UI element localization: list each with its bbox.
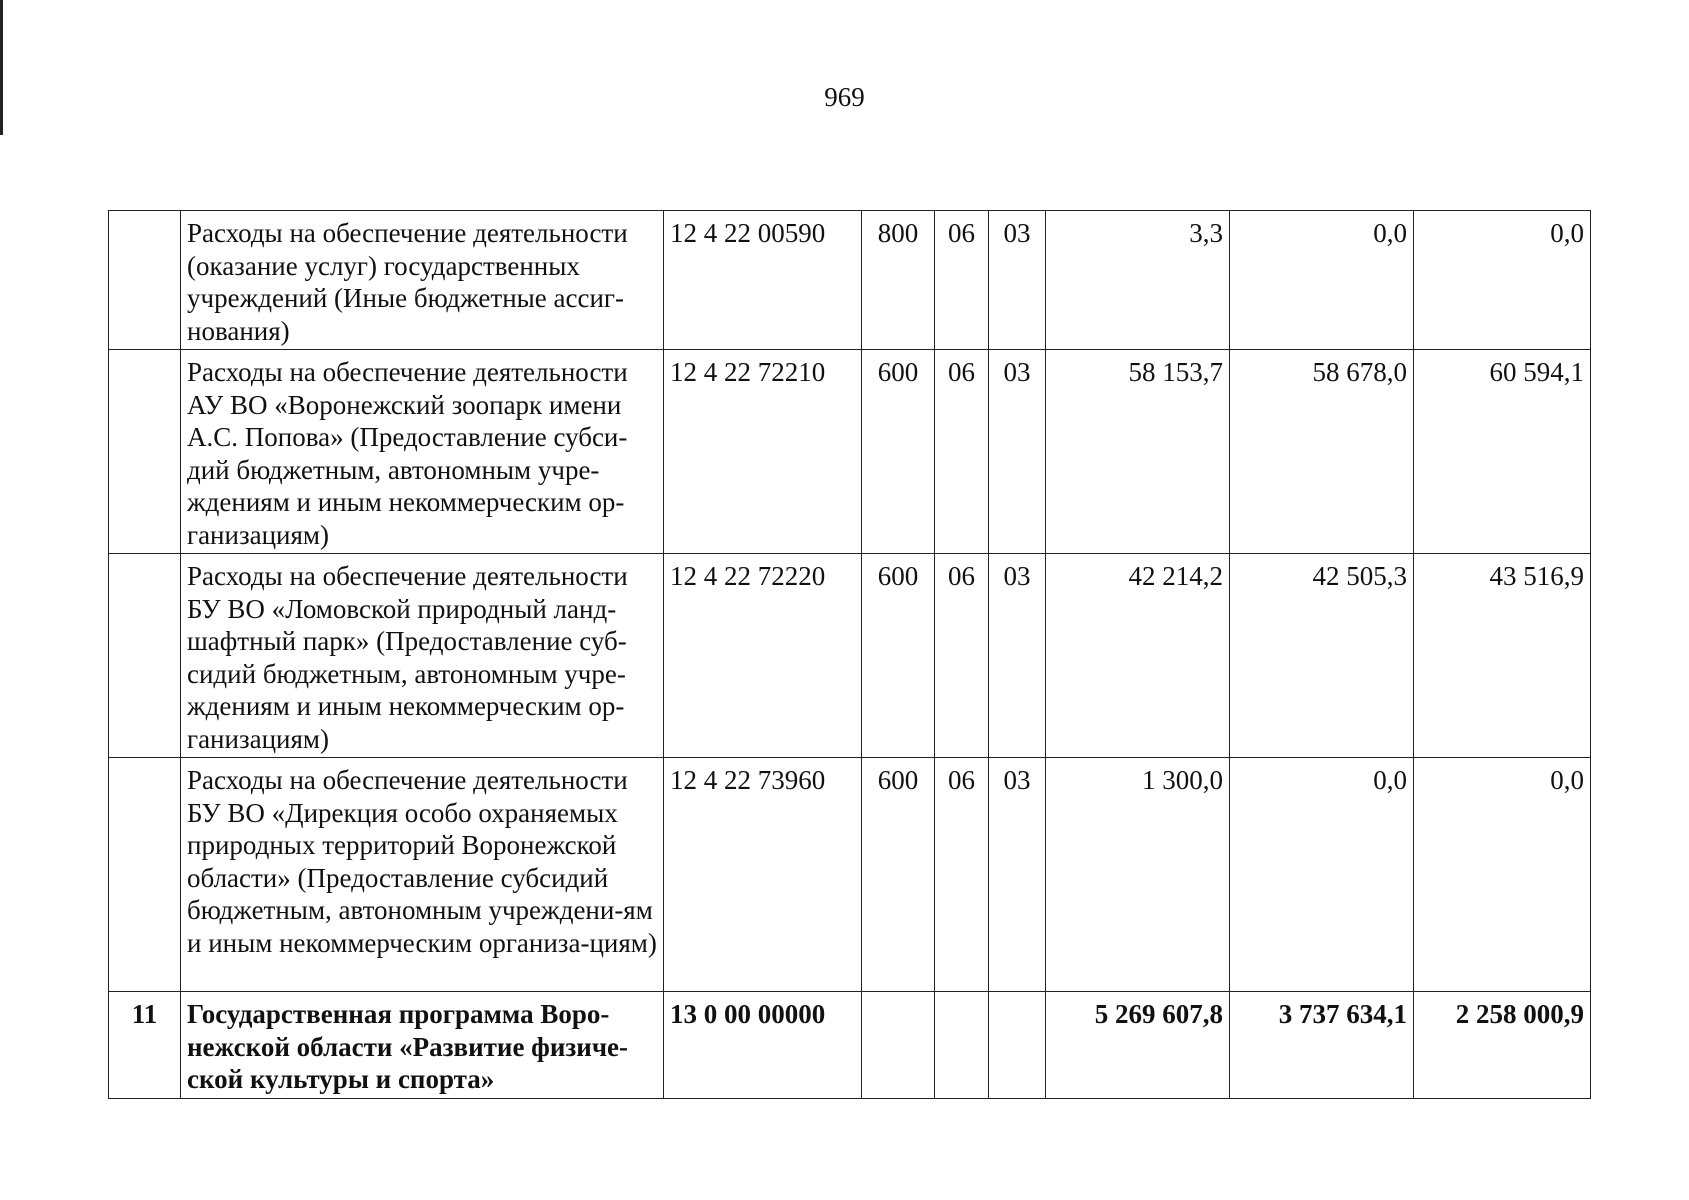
target-article-code: 13 0 00 00000 (664, 992, 862, 1099)
expense-type-code (862, 992, 935, 1099)
expense-description: Расходы на обеспечение деятельности (оказание услуг) государственных учреждений (Иные бюджетные ассиг-нования) (181, 211, 664, 350)
expense-type-code: 600 (862, 758, 935, 992)
amount-year-2: 3 737 634,1 (1230, 992, 1414, 1099)
amount-year-1: 58 153,7 (1046, 350, 1230, 554)
amount-year-1: 3,3 (1046, 211, 1230, 350)
section-code: 06 (935, 211, 989, 350)
target-article-code: 12 4 22 73960 (664, 758, 862, 992)
amount-year-3: 43 516,9 (1414, 554, 1591, 758)
amount-year-3: 0,0 (1414, 211, 1591, 350)
program-title: Государственная программа Воро-нежской области «Развитие физиче-ской культуры и спорта» (181, 992, 664, 1099)
section-code (935, 992, 989, 1099)
row-number: 11 (109, 992, 181, 1099)
subsection-code: 03 (989, 211, 1046, 350)
expense-type-code: 600 (862, 554, 935, 758)
subsection-code: 03 (989, 350, 1046, 554)
row-number (109, 350, 181, 554)
expense-type-code: 800 (862, 211, 935, 350)
table-row (109, 554, 1591, 758)
target-article-code: 12 4 22 00590 (664, 211, 862, 350)
row-number (109, 211, 181, 350)
amount-year-2: 58 678,0 (1230, 350, 1414, 554)
amount-year-3: 0,0 (1414, 758, 1591, 992)
target-article-code: 12 4 22 72210 (664, 350, 862, 554)
subsection-code: 03 (989, 758, 1046, 992)
subsection-code: 03 (989, 554, 1046, 758)
expense-description: Расходы на обеспечение деятельности АУ ВО «Воронежский зоопарк имени А.С. Попова» (Предоставление субси-дий бюджетным, автономным учре-ждениям и иным некоммерческим ор-ганизациям) (181, 350, 664, 554)
amount-year-1: 1 300,0 (1046, 758, 1230, 992)
table-row (109, 211, 1591, 350)
expense-type-code: 600 (862, 350, 935, 554)
section-code: 06 (935, 554, 989, 758)
amount-year-2: 0,0 (1230, 758, 1414, 992)
amount-year-2: 0,0 (1230, 211, 1414, 350)
amount-year-3: 2 258 000,9 (1414, 992, 1591, 1099)
amount-year-1: 5 269 607,8 (1046, 992, 1230, 1099)
page-number: 969 (824, 82, 865, 112)
row-number (109, 554, 181, 758)
row-number (109, 758, 181, 992)
table-row-program-total (109, 992, 1591, 1099)
target-article-code: 12 4 22 72220 (664, 554, 862, 758)
amount-year-2: 42 505,3 (1230, 554, 1414, 758)
amount-year-3: 60 594,1 (1414, 350, 1591, 554)
subsection-code (989, 992, 1046, 1099)
section-code: 06 (935, 350, 989, 554)
table-row (109, 350, 1591, 554)
expense-description: Расходы на обеспечение деятельности БУ ВО «Ломовской природный ланд-шафтный парк» (Предоставление суб-сидий бюджетным, автономным учре-ждениям и иным некоммерческим ор-ганизациям) (181, 554, 664, 758)
table-row (109, 758, 1591, 992)
budget-table (108, 210, 1591, 1099)
expense-description: Расходы на обеспечение деятельности БУ ВО «Дирекция особо охраняемых природных территорий Воронежской области» (Предоставление субсидий бюджетным, автономным учреждени-ям и иным некоммерческим организа-циям) (181, 758, 664, 992)
amount-year-1: 42 214,2 (1046, 554, 1230, 758)
section-code: 06 (935, 758, 989, 992)
scan-edge-mark (0, 0, 3, 135)
